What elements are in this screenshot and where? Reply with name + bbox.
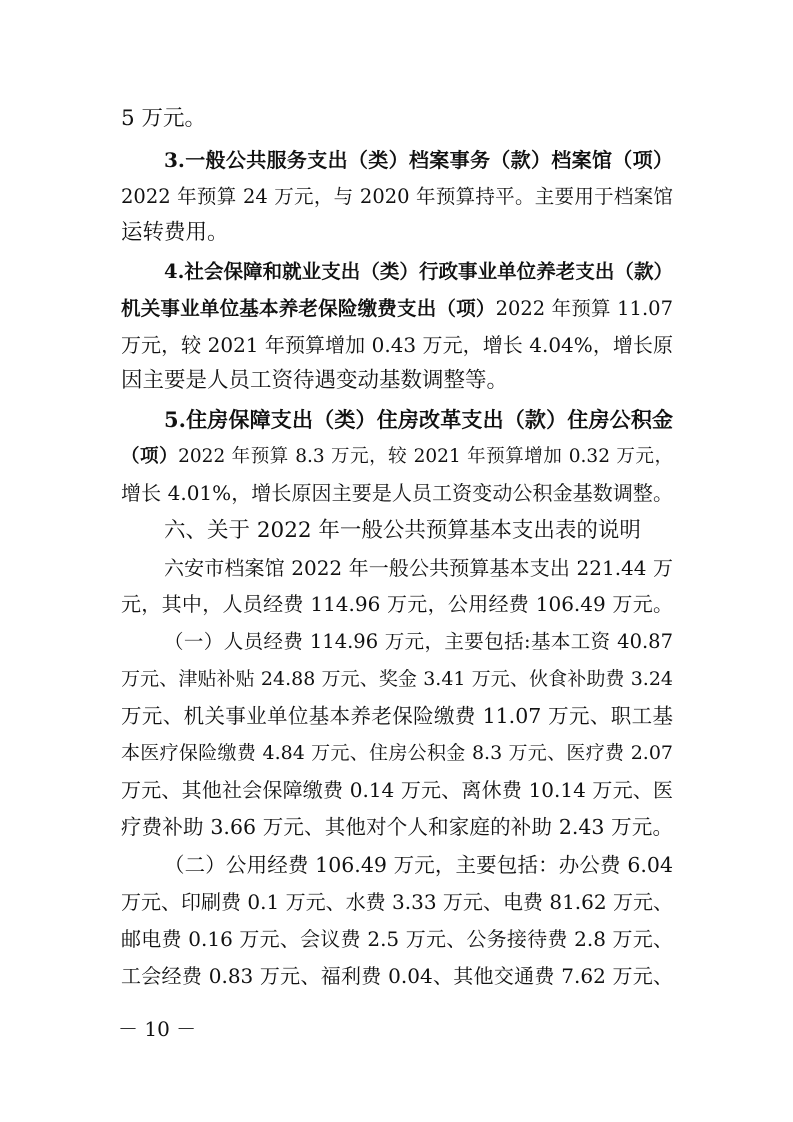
paragraph-line: 邮电费 0.16 万元、会议费 2.5 万元、公务接待费 2.8 万元、 [121, 927, 673, 951]
paragraph-line: 疗费补助 3.66 万元、其他对个人和家庭的补助 2.43 万元。 [121, 815, 673, 839]
section-heading-5: 5.住房保障支出（类）住房改革支出（款）住房公积金 [164, 407, 673, 432]
paragraph-line: 万元、津贴补贴 24.88 万元、奖金 3.41 万元、伙食补助费 3.24 [121, 668, 673, 690]
section-heading-3: 3.一般公共服务支出（类）档案事务（款）档案馆（项） [164, 148, 673, 172]
paragraph-line: 元，其中，人员经费 114.96 万元，公用经费 106.49 万元。 [121, 592, 673, 616]
paragraph-line: 万元、其他社会保障缴费 0.14 万元、离休费 10.14 万元、医 [121, 778, 673, 802]
paragraph-line: （一）人员经费 114.96 万元，主要包括:基本工资 40.87 [164, 630, 673, 653]
paragraph-line: 本医疗保险缴费 4.84 万元、住房公积金 8.3 万元、医疗费 2.07 [121, 742, 673, 764]
paragraph-line: 机关事业单位基本养老保险缴费支出（项）2022 年预算 11.07 [121, 297, 673, 320]
paragraph-line: 工会经费 0.83 万元、福利费 0.04、其他交通费 7.62 万元、 [121, 964, 673, 988]
paragraph-line: 5 万元。 [121, 106, 207, 131]
paragraph-line: （二）公用经费 106.49 万元，主要包括：办公费 6.04 [164, 853, 673, 877]
paragraph-line: 因主要是人员工资待遇变动基数调整等。 [121, 368, 509, 393]
paragraph-line: 运转费用。 [121, 220, 229, 245]
paragraph-line: 万元，较 2021 年预算增加 0.43 万元，增长 4.04%，增长原 [121, 333, 673, 357]
section-heading-6: 六、关于 2022 年一般公共预算基本支出表的说明 [164, 518, 641, 543]
paragraph-line: 六安市档案馆 2022 年一般公共预算基本支出 221.44 万 [164, 556, 673, 580]
page-number: － 10 － [118, 1017, 197, 1041]
paragraph-line: 增长 4.01%，增长原因主要是人员工资变动公积金基数调整。 [121, 481, 673, 505]
paragraph-line: 万元、机关事业单位基本养老保险缴费 11.07 万元、职工基 [121, 704, 673, 728]
paragraph-line: 万元、印刷费 0.1 万元、水费 3.33 万元、电费 81.62 万元、 [121, 890, 673, 914]
paragraph-line: （项）2022 年预算 8.3 万元，较 2021 年预算增加 0.32 万元， [121, 446, 673, 467]
section-heading-4: 4.社会保障和就业支出（类）行政事业单位养老支出（款） [164, 260, 673, 283]
paragraph-line: 2022 年预算 24 万元，与 2020 年预算持平。主要用于档案馆 [121, 185, 673, 208]
